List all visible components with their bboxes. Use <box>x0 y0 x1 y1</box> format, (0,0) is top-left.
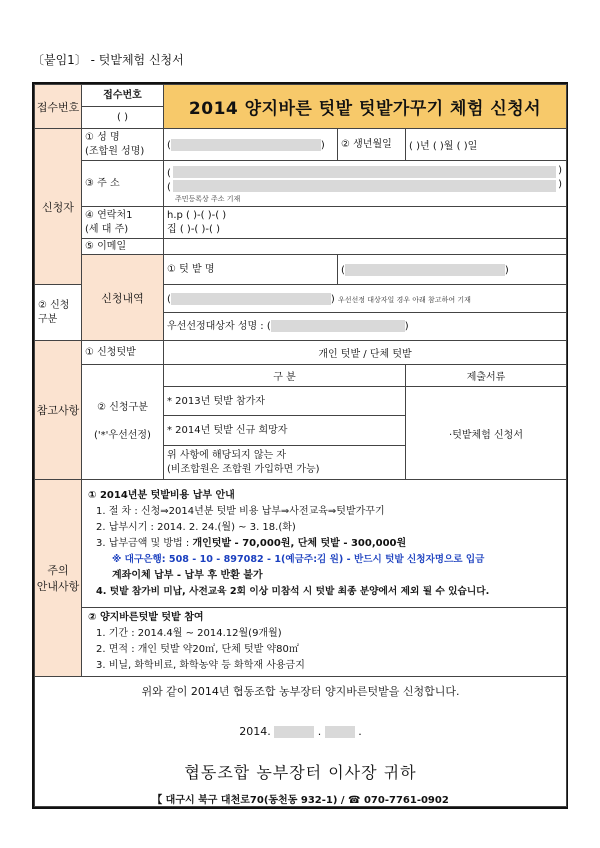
address-field-2[interactable]: ) <box>173 180 556 192</box>
priority-name-label: 우선선정대상자 성명 : ( <box>167 320 271 332</box>
ref-docs-value: ·텃밭체험 신청서 <box>406 387 567 480</box>
name-label-sub: (조합원 성명) <box>85 145 145 157</box>
application-type-label: ② 신청구분 <box>35 285 82 341</box>
date-month-field[interactable] <box>274 726 314 738</box>
notice-procedure: 1. 절 차 : 신청⇒2014년분 텃밭 비용 납부⇒사전교육⇒텃밭가꾸기 <box>96 506 385 517</box>
addressee: 협동조합 농부장터 이사장 귀하 <box>184 763 417 782</box>
address-label: ③ 주 소 <box>82 161 164 207</box>
ref-row-other: 위 사항에 해당되지 않는 자 <box>167 449 286 461</box>
application-type-field[interactable] <box>171 293 331 305</box>
ref-row-2014: * 2014년 텃밭 신규 희망자 <box>167 425 288 436</box>
priority-name-field[interactable] <box>271 320 405 332</box>
form-table: 접수번호 접수번호 ( ) 2014 양지바른 텃밭 텃밭가꾸기 체험 신청서 신청자 ① 성 명 (조합원 성명) ( ) ② 생년월일 ( )년 ( )월 ( )일 ③ 주 소 ( ) ( ) 주민등록상 주소 기재 ④ 연락처1 (세 대 주) h.p ( )-( )-( ) 집 ( )-( )-( ) ⑤ 이메일 신청내역 ① 텃 밭 명 ( ) ② 신청구분 ( ) 우선선정 대상자일 경우 아래 참고하여 기재 우선선정대상자 성명 : ( ) 참고사항 ① 신청텃밭 개인 텃밭 / 단체 텃밭 ② 신청구분 ('*'우선선정) 구 분 제출서류 * 2013년 텃밭 참가자 * 2014년 텃밭 신규 희망자 ·텃밭체험 신청서 위 사항에 해당되지 않는 자 (비조합원은 조합원 가입하면 가능) 주의 안내사항 ① 2014년분 텃밭비용 납부 안내 1. 절 차 : 신청⇒2014년분 텃밭 비용 납부⇒사전교육⇒텃밭가꾸기 2. 납부시기 : 2014. 2. 24.(월) ~ 3. 18.(화) 3. 납부금액 및 방법 : 개인텃밭 - 70,000원, 단체 텃밭 - 300,000원 ※ 대구은행: 508 - 10 - 897082 - 1(예금주:김 원) - 반드시 텃밭 신청자명으로 입금 계좌이체 납부 - 납부 후 반환 불가 4. 텃밭 참가비 미납, 사전교육 2회 이상 미참석 시 텃밭 최종 분양에서 제외 될 수 있습니다. ② 양지바른텃밭 텃밭 참여 1. 기간 : 2014.4월 ~ 2014.12월(9개월) 2. 면적 : 개인 텃밭 약20㎡, 단체 텃밭 약80㎡ 3. 비닐, 화학비료, 화학농약 등 화학재 사용금지 위와 같이 2014년 협동조합 농부장터 양지바른텃밭을 신청합니다. 2014. . . 협동조합 농부장터 이사장 귀하 【 대구시 북구 대천로70(동천동 932-1) / ☎ 070-7761-0902 <box>34 84 567 807</box>
receipt-number-label: 접수번호 <box>35 85 82 129</box>
mobile-phone-field[interactable]: h.p ( )-( )-( ) <box>167 209 227 221</box>
address-note: 주민등록상 주소 기재 <box>175 194 241 203</box>
plot-name-field[interactable] <box>345 264 505 276</box>
contact-info: 【 대구시 북구 대천로70(동천동 932-1) / ☎ 070-7761-0902 <box>152 795 449 806</box>
notice-amount: 3. 납부금액 및 방법 : 개인텃밭 - 70,000원, 단체 텃밭 - 300,000원 <box>96 538 407 549</box>
contact-label-sub: (세 대 주) <box>85 223 129 235</box>
ref-col-docs: 제출서류 <box>406 365 567 387</box>
birth-field[interactable]: ( )년 ( )월 ( )일 <box>406 129 567 161</box>
section-applicant: 신청자 <box>35 129 82 285</box>
receipt-number-field[interactable]: ( ) <box>117 112 128 123</box>
home-phone-field[interactable]: 집 ( )-( )-( ) <box>167 223 220 235</box>
form-title: 2014 양지바른 텃밭 텃밭가꾸기 체험 신청서 <box>164 85 567 129</box>
notice-chemical-ban: 3. 비닐, 화학비료, 화학농약 등 화학재 사용금지 <box>96 660 305 671</box>
name-field[interactable] <box>171 139 321 151</box>
email-field[interactable] <box>164 239 567 255</box>
name-label: ① 성 명 <box>85 131 120 143</box>
ref-row-other-note: (비조합원은 조합원 가입하면 가능) <box>167 463 320 475</box>
email-label: ⑤ 이메일 <box>82 239 164 255</box>
plot-name-label: ① 텃 밭 명 <box>164 255 338 285</box>
application-form <box>32 82 568 809</box>
notice-heading-payment: ① 2014년분 텃밭비용 납부 안내 <box>88 490 235 501</box>
notice-refund: 계좌이체 납부 - 납부 후 반환 불가 <box>112 570 263 581</box>
section-reference: 참고사항 <box>35 341 82 480</box>
ref-row-2013: * 2013년 텃밭 참가자 <box>164 387 405 416</box>
ref-plot-value: 개인 텃밭 / 단체 텃밭 <box>164 341 567 365</box>
ref-type-sub: ('*'우선선정) <box>94 430 151 441</box>
address-field-1[interactable]: ) <box>173 166 556 178</box>
receipt-number-box <box>82 85 164 129</box>
notice-duration: 1. 기간 : 2014.4월 ~ 2014.12월(9개월) <box>96 628 282 639</box>
application-statement: 위와 같이 2014년 협동조합 농부장터 양지바른텃밭을 신청합니다. <box>141 685 460 698</box>
ref-plot-label: ① 신청텃밭 <box>82 341 164 365</box>
date-day-field[interactable] <box>325 726 355 738</box>
receipt-box-label: 접수번호 <box>82 85 163 107</box>
notice-exclusion: 4. 텃밭 참가비 미납, 사전교육 2회 이상 미참석 시 텃밭 최종 분양에서 제외 될 수 있습니다. <box>96 586 490 597</box>
notice-heading-participation: ② 양지바른텃밭 텃밭 참여 <box>88 612 204 623</box>
signature-date: 2014. . . <box>239 725 362 738</box>
section-application: 신청내역 <box>82 255 164 341</box>
notice-bank-account: ※ 대구은행: 508 - 10 - 897082 - 1(예금주:김 원) - 반드시 텃밭 신청자명으로 입금 <box>112 554 485 565</box>
birth-label: ② 생년월일 <box>338 129 406 161</box>
application-type-note: 우선선정 대상자일 경우 아래 참고하여 기재 <box>338 295 471 304</box>
section-notice: 주의 안내사항 <box>35 480 82 677</box>
ref-col-category: 구 분 <box>164 365 406 387</box>
attachment-label: 〔붙임1〕 - 텃밭체험 신청서 <box>32 53 184 67</box>
contact-label: ④ 연락처1 <box>85 209 133 221</box>
notice-period: 2. 납부시기 : 2014. 2. 24.(월) ~ 3. 18.(화) <box>96 522 296 533</box>
notice-area: 2. 면적 : 개인 텃밭 약20㎡, 단체 텃밭 약80㎡ <box>96 644 299 655</box>
ref-type-label: ② 신청구분 <box>97 402 148 413</box>
